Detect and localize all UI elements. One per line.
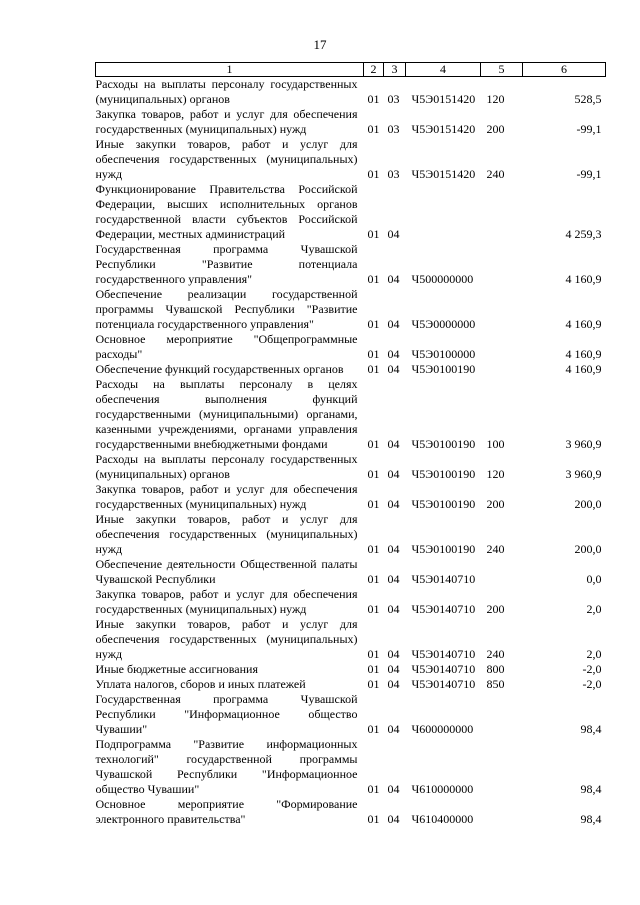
table-row <box>96 482 606 512</box>
row-expense-type: 240 <box>486 167 505 181</box>
row-name: Обеспечение реализации государственной программы Чувашской Республики "Развитие потенциала государственного управления" <box>95 287 358 331</box>
row-expense-type: 240 <box>486 647 505 661</box>
row-name: Обеспечение деятельности Общественной палаты Чувашской Республики <box>95 557 358 586</box>
row-section: 01 <box>367 782 380 796</box>
header-cell-sum: 6 <box>523 63 606 77</box>
row-expense-type: 200 <box>486 602 505 616</box>
row-name: Закупка товаров, работ и услуг для обеспечения государственных (муниципальных) нужд <box>95 482 358 511</box>
page-number: 17 <box>313 37 327 52</box>
row-name: Расходы на выплаты персоналу государственных (муниципальных) органов <box>95 77 358 106</box>
row-name: Основное мероприятие "Общепрограммные расходы" <box>95 332 358 361</box>
row-expense-type <box>481 797 523 827</box>
row-expense-type <box>481 557 523 587</box>
row-expense-type <box>481 242 523 287</box>
row-section: 01 <box>367 317 380 331</box>
table-row <box>96 677 606 692</box>
row-target-article: Ч5Э0140710 <box>411 677 476 691</box>
table-row <box>96 737 606 797</box>
row-amount: 4 160,9 <box>565 362 602 376</box>
row-section: 01 <box>367 497 380 511</box>
row-name: Иные закупки товаров, работ и услуг для обеспечения государственных (муниципальных) нужд <box>95 137 358 181</box>
row-amount: 528,5 <box>574 92 602 106</box>
table-row <box>96 287 606 332</box>
row-amount: 4 160,9 <box>565 317 602 331</box>
row-target-article: Ч610000000 <box>411 782 474 796</box>
row-section: 01 <box>367 722 380 736</box>
row-section: 01 <box>367 647 380 661</box>
row-section: 01 <box>367 437 380 451</box>
row-expense-type <box>481 182 523 242</box>
row-amount: 2,0 <box>586 647 602 661</box>
row-amount: 4 160,9 <box>565 272 602 286</box>
row-name: Закупка товаров, работ и услуг для обеспечения государственных (муниципальных) нужд <box>95 107 358 136</box>
row-section: 01 <box>367 467 380 481</box>
row-expense-type: 240 <box>486 542 505 556</box>
row-subsection: 04 <box>387 437 400 451</box>
row-amount: 98,4 <box>580 782 602 796</box>
row-amount: -2,0 <box>582 662 602 676</box>
table-row <box>96 587 606 617</box>
row-target-article: Ч5Э0140710 <box>411 572 476 586</box>
row-amount: 98,4 <box>580 722 602 736</box>
row-section: 01 <box>367 677 380 691</box>
table-row <box>96 362 606 377</box>
row-amount: 3 960,9 <box>565 467 602 481</box>
row-expense-type <box>481 362 523 377</box>
row-target-article: Ч5Э0100190 <box>411 542 476 556</box>
row-amount: 200,0 <box>574 542 602 556</box>
row-name: Иные закупки товаров, работ и услуг для обеспечения государственных (муниципальных) нужд <box>95 512 358 556</box>
row-name: Государственная программа Чувашской Республики "Развитие потенциала государственного управления" <box>95 242 358 286</box>
row-section: 01 <box>367 227 380 241</box>
table-row <box>96 242 606 287</box>
row-subsection: 04 <box>387 677 400 691</box>
row-amount: 2,0 <box>586 602 602 616</box>
row-expense-type <box>481 287 523 332</box>
row-name: Государственная программа Чувашской Республики "Информационное общество Чувашии" <box>95 692 358 736</box>
row-section: 01 <box>367 602 380 616</box>
row-name: Основное мероприятие "Формирование электронного правительства" <box>95 797 358 826</box>
row-section: 01 <box>367 122 380 136</box>
row-target-article: Ч5Э0140710 <box>411 647 476 661</box>
row-expense-type: 100 <box>486 437 505 451</box>
row-target-article: Ч5Э0151420 <box>411 167 476 181</box>
row-target-article: Ч5Э0100190 <box>411 467 476 481</box>
row-amount: 4 259,3 <box>565 227 602 241</box>
row-expense-type: 200 <box>486 122 505 136</box>
row-name: Подпрограмма "Развитие информационных технологий" государственной программы Чувашской Республики "Информационное общество Чувашии" <box>95 737 358 796</box>
table-row <box>96 332 606 362</box>
row-target-article: Ч5Э0140710 <box>411 662 476 676</box>
row-amount: 98,4 <box>580 812 602 826</box>
row-subsection: 04 <box>387 812 400 826</box>
header-cell-prz: 3 <box>384 63 406 77</box>
row-expense-type <box>481 692 523 737</box>
table-row <box>96 77 606 108</box>
row-amount: 4 160,9 <box>565 347 602 361</box>
row-name: Иные бюджетные ассигнования <box>95 662 258 676</box>
header-cell-vr: 5 <box>481 63 523 77</box>
row-expense-type <box>481 332 523 362</box>
row-subsection: 04 <box>387 362 400 376</box>
row-section: 01 <box>367 92 380 106</box>
row-section: 01 <box>367 572 380 586</box>
header-cell-rz: 2 <box>364 63 384 77</box>
header-cell-name: 1 <box>96 63 364 77</box>
header-cell-csr: 4 <box>406 63 481 77</box>
row-expense-type: 850 <box>486 677 505 691</box>
row-subsection: 03 <box>387 92 400 106</box>
row-subsection: 04 <box>387 272 400 286</box>
row-section: 01 <box>367 542 380 556</box>
budget-table <box>95 62 606 827</box>
row-subsection: 04 <box>387 782 400 796</box>
row-name: Функционирование Правительства Российской Федерации, высших исполнительных органов государственной власти субъектов Российской Федерации, местных администраций <box>95 182 358 241</box>
header-row <box>96 63 606 77</box>
row-section: 01 <box>367 812 380 826</box>
row-amount: -99,1 <box>576 122 602 136</box>
row-target-article <box>406 182 481 242</box>
table-row <box>96 182 606 242</box>
row-subsection: 04 <box>387 542 400 556</box>
table-row <box>96 452 606 482</box>
row-amount: 0,0 <box>586 572 602 586</box>
row-target-article: Ч5Э0100190 <box>411 437 476 451</box>
row-section: 01 <box>367 167 380 181</box>
table-row <box>96 617 606 662</box>
row-amount: -99,1 <box>576 167 602 181</box>
row-name: Уплата налогов, сборов и иных платежей <box>95 677 306 691</box>
row-subsection: 04 <box>387 347 400 361</box>
row-subsection: 04 <box>387 722 400 736</box>
row-subsection: 04 <box>387 602 400 616</box>
table-row <box>96 512 606 557</box>
row-target-article: Ч500000000 <box>411 272 474 286</box>
row-name: Иные закупки товаров, работ и услуг для обеспечения государственных (муниципальных) нужд <box>95 617 358 661</box>
row-expense-type: 200 <box>486 497 505 511</box>
row-name: Закупка товаров, работ и услуг для обеспечения государственных (муниципальных) нужд <box>95 587 358 616</box>
table-row <box>96 557 606 587</box>
table-row <box>96 692 606 737</box>
row-target-article: Ч5Э0151420 <box>411 122 476 136</box>
row-expense-type <box>481 737 523 797</box>
row-subsection: 04 <box>387 317 400 331</box>
row-expense-type: 800 <box>486 662 505 676</box>
row-subsection: 04 <box>387 662 400 676</box>
table-body <box>96 77 606 828</box>
row-amount: -2,0 <box>582 677 602 691</box>
row-subsection: 03 <box>387 122 400 136</box>
row-name: Расходы на выплаты персоналу в целях обеспечения выполнения функций государственными (муниципальными) органами, казенными учреждениями, органами управления государственными внебюджетными фондами <box>95 377 358 451</box>
row-target-article: Ч5Э0000000 <box>411 317 476 331</box>
row-name: Расходы на выплаты персоналу государственных (муниципальных) органов <box>95 452 358 481</box>
row-subsection: 04 <box>387 467 400 481</box>
row-expense-type: 120 <box>486 92 505 106</box>
row-section: 01 <box>367 362 380 376</box>
row-subsection: 04 <box>387 572 400 586</box>
row-subsection: 04 <box>387 497 400 511</box>
row-name: Обеспечение функций государственных органов <box>95 362 344 376</box>
row-section: 01 <box>367 347 380 361</box>
row-target-article: Ч5Э0151420 <box>411 92 476 106</box>
table-row <box>96 107 606 137</box>
table-row <box>96 377 606 452</box>
table-row <box>96 137 606 182</box>
row-amount: 200,0 <box>574 497 602 511</box>
row-target-article: Ч600000000 <box>411 722 474 736</box>
row-subsection: 04 <box>387 227 400 241</box>
row-section: 01 <box>367 272 380 286</box>
row-target-article: Ч5Э0140710 <box>411 602 476 616</box>
row-target-article: Ч5Э0100000 <box>411 347 476 361</box>
table-row <box>96 662 606 677</box>
row-target-article: Ч5Э0100190 <box>411 362 476 376</box>
row-subsection: 04 <box>387 647 400 661</box>
row-target-article: Ч610400000 <box>411 812 474 826</box>
row-section: 01 <box>367 662 380 676</box>
row-expense-type: 120 <box>486 467 505 481</box>
row-subsection: 03 <box>387 167 400 181</box>
row-amount: 3 960,9 <box>565 437 602 451</box>
table-row <box>96 797 606 827</box>
row-target-article: Ч5Э0100190 <box>411 497 476 511</box>
